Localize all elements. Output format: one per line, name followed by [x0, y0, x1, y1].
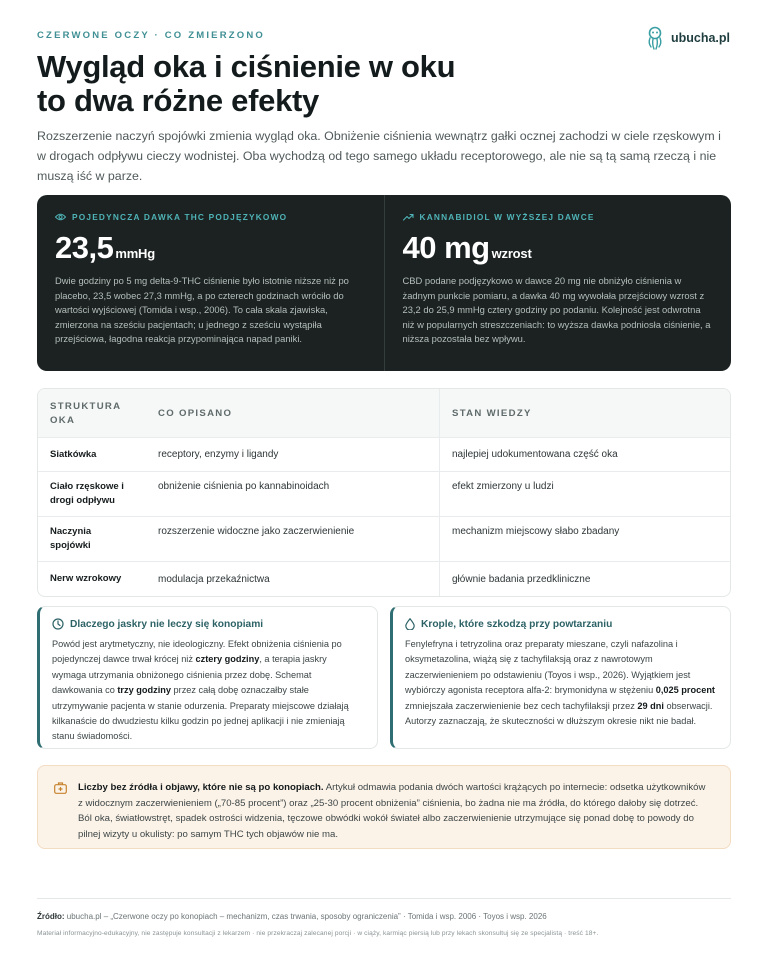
warning-lead: Liczby bez źródła i objawy, które nie są po konopiach.	[78, 782, 324, 793]
info-box-glaucoma-title: Dlaczego jaskry nie leczy się konopiami	[70, 618, 264, 630]
logo[interactable]	[645, 26, 730, 50]
header-knowledge: STAN WIEDZY	[439, 389, 730, 437]
table-cell: receptory, enzymy i ligandy	[158, 449, 279, 460]
stat-thc-label: POJEDYNCZA DAWKA THC PODJĘZYKOWO	[72, 212, 288, 222]
footer-divider	[37, 898, 731, 899]
title-line-2: to dwa różne efekty	[37, 83, 319, 118]
info-box-drops-title-row	[405, 618, 716, 630]
stat-cbd	[384, 195, 732, 371]
source-text: ubucha.pl – „Czerwone oczy po konopiach – mechanizm, czas trwania, sposoby ograniczenia” · Tomida i wsp. 2006 · Toyos i wsp. 2026	[64, 912, 547, 921]
stat-cbd-value: 40 mg	[402, 230, 490, 265]
text-run: przez całą dobę oznaczałby stałe utrzymywanie pacjenta w stanie odurzenia. Preparaty miejscowe działają kilkanaście do dwudziestu kilku godzin po jednej aplikacji i nie zmieniają stanu świadomości.	[52, 685, 349, 742]
stat-cbd-label-row	[403, 212, 714, 222]
table-cell: modulacja przekaźnictwa	[158, 573, 270, 585]
info-box-glaucoma-text	[52, 637, 363, 745]
table-cell: głównie badania przedkliniczne	[439, 562, 730, 596]
table-cell: Ciało rzęskowe i drogi odpływu	[50, 481, 124, 506]
first-aid-icon	[54, 782, 67, 794]
stat-thc-label-row	[55, 212, 366, 222]
stat-thc	[37, 195, 384, 371]
stat-thc-unit: mmHg	[115, 246, 155, 261]
title-line-1: Wygląd oka i ciśnienie w oku	[37, 49, 456, 84]
eye-structure-table	[37, 388, 731, 597]
text-run: , a terapia jaskry wymaga utrzymania obniżonego ciśnienia przez dobę. Schemat dawkowania co	[52, 654, 327, 696]
table-cell: rozszerzenie widoczne jako zaczerwienienie	[158, 526, 355, 537]
table-row	[38, 437, 730, 471]
clock-icon	[52, 618, 64, 630]
stat-thc-value: 23,5	[55, 230, 114, 265]
stat-cbd-unit: wzrost	[491, 246, 532, 261]
table-cell: obniżenie ciśnienia po kannabinoidach	[158, 481, 330, 492]
emphasis: 0,025 procent	[655, 685, 715, 696]
stat-thc-value-row	[55, 230, 366, 266]
table-cell: mechanizm miejscowy słabo zbadany	[439, 517, 730, 561]
stat-cbd-value-row	[403, 230, 714, 266]
header-description: CO OPISANO	[158, 408, 233, 419]
disclaimer: Materiał informacyjno-edukacyjny, nie zastępuje konsultacji z lekarzem · nie przekraczaj zalecanej porcji · w ciąży, karmiąc piersią lub przy lekach skonsultuj się ze specjalistą · treść 18+.	[37, 930, 599, 937]
eye-icon	[55, 213, 66, 221]
table-cell: Siatkówka	[50, 448, 97, 460]
kicker: CZERWONE OCZY · CO ZMIERZONO	[37, 30, 266, 41]
table-cell: Naczynia spojówki	[50, 526, 92, 551]
drop-icon	[405, 618, 415, 630]
trend-up-icon	[403, 213, 414, 221]
source-label: Źródło:	[37, 912, 65, 921]
table-cell: efekt zmierzony u ludzi	[439, 472, 730, 516]
table-header	[38, 389, 730, 437]
lead-paragraph: Rozszerzenie naczyń spojówki zmienia wygląd oka. Obniżenie ciśnienia wewnątrz gałki ocznej zachodzi w ciele rzęskowym i w drogach odpływu cieczy wodnistej. Oba wychodzą od tego samego układu receptorowego, ale nie są tą samą rzeczą i nie muszą iść w parze.	[37, 129, 721, 183]
info-box-glaucoma-title-row	[52, 618, 363, 630]
stats-panel	[37, 195, 731, 371]
emphasis: cztery godziny	[195, 654, 260, 665]
emphasis: trzy godziny	[117, 685, 171, 696]
info-box-drops	[390, 606, 731, 749]
warning-body: Artykuł odmawia podania dwóch wartości krążących po internecie: odsetka użytkowników z widocznym zaczerwienieniem („70-85 procent”) oraz „25-30 procent obniżenia” ciśnienia, bo żadna nie ma źródła, do którego dałoby się dotrzeć. Ból oka, światłowstręt, spadek ostrości widzenia, tęczowe obwódki wokół świateł albo zaczerwienienie utrzymujące się ponad dobę to powody do pilnej wizyty u okulisty: po samym THC tych objawów nie ma.	[78, 782, 706, 840]
table-cell: Nerw wzrokowy	[50, 573, 122, 584]
source-line	[37, 912, 547, 921]
table-cell: najlepiej udokumentowana część oka	[439, 438, 730, 471]
info-box-drops-text	[405, 637, 716, 729]
warning-box	[37, 765, 731, 849]
warning-text	[78, 780, 712, 842]
text-run: zmniejszała zaczerwienienie bez cech tachyfilaksji przez	[405, 700, 638, 711]
text-run: Fenylefryna i tetryzolina oraz preparaty mieszane, czyli nafazolina i oksymetazolina, wiążą się z tachyfilaksją oraz z nawrotowym zaczerwienieniem po odstawieniu (Toyos i wsp., 2026). Wyjątkiem jest wybiórczy agonista receptora alfa-2: brymonidyna w stężeniu	[405, 639, 691, 696]
table-row	[38, 471, 730, 516]
text-run: Powód jest arytmetyczny, nie ideologiczny. Efekt obniżenia ciśnienia po pojedynczej dawce trwał krócej niż	[52, 639, 342, 665]
page-title	[37, 50, 557, 118]
info-box-drops-title: Krople, które szkodzą przy powtarzaniu	[421, 618, 613, 630]
stat-cbd-text: CBD podane podjęzykowo w dawce 20 mg nie obniżyło ciśnienia w żadnym punkcie pomiaru, a dawka 40 mg wywołała przejściowy wzrost z 23,2 do 25,9 mmHg cztery godziny po podaniu. Kolejność jest odwrotna niż w popularnych streszczeniach: to wyższa dawka podniosła ciśnienie, a niższa pozostała bez wpływu.	[402, 275, 711, 345]
emphasis: 29 dni	[637, 700, 664, 711]
stat-thc-text: Dwie godziny po 5 mg delta-9-THC ciśnienie było istotnie niższe niż po placebo, 23,5 wobec 27,3 mmHg, a po czterech godzinach wróciło do wartości wyjściowej (Tomida i wsp., 2006). To cała skala zjawiska, zmierzona na sześciu pacjentach; u jednego z sześciu wystąpiła przejściowa, łagodna reakcja przypominająca napad paniki.	[55, 275, 349, 345]
info-box-glaucoma	[37, 606, 378, 749]
table-row	[38, 516, 730, 561]
logo-text: ubucha.pl	[670, 31, 730, 45]
header-structure: STRUKTURA OKA	[50, 401, 122, 426]
text-run: obserwacji. Autorzy zaznaczają, że skuteczności w dłuższym okresie nikt nie badał.	[405, 700, 713, 727]
octopus-icon	[645, 26, 665, 50]
table-row	[38, 561, 730, 596]
stat-cbd-label: KANNABIDIOL W WYŻSZEJ DAWCE	[419, 212, 595, 222]
